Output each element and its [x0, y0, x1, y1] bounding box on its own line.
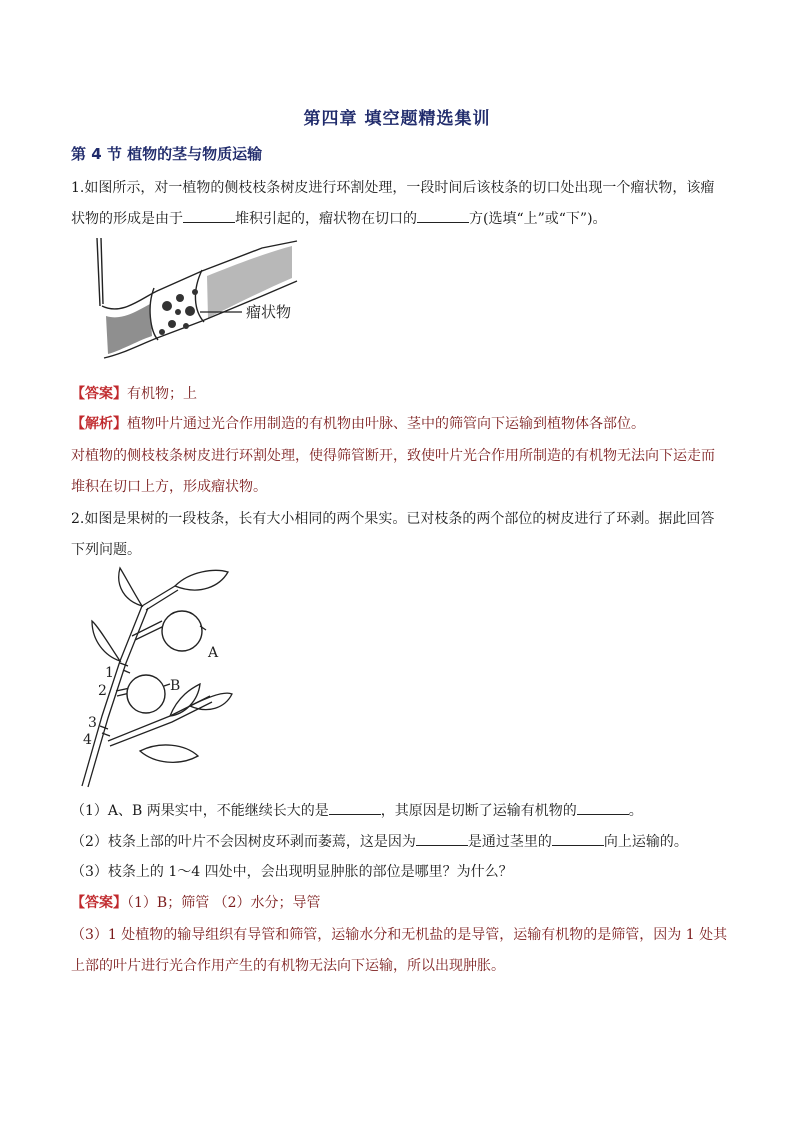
q2-text-line2: 下列问题。 — [71, 542, 141, 558]
q1-text-line2 — [71, 208, 607, 229]
q2-fig-label-3: 3 — [88, 715, 97, 731]
q1-analysis-line3: 堆积在切口上方，形成瘤状物。 — [71, 479, 267, 495]
q2-sub2-part-b: 是通过茎里的 — [467, 834, 552, 850]
q1-analysis — [71, 414, 645, 434]
q2-figure-fruit-branch — [80, 566, 240, 788]
q1-analysis-line2: 对植物的侧枝枝条树皮进行环割处理，使得筛管断开，致使叶片光合作用所制造的有机物无法向下运走而 — [71, 448, 715, 464]
q1-figure-label: 瘤状物 — [246, 303, 292, 321]
q2-sub1-part-b: ，其原因是切断了运输有机物的 — [380, 803, 577, 819]
q1-answer — [71, 384, 197, 404]
q2-text-line1: 2.如图是果树的一段枝条，长有大小相同的两个果实。已对枝条的两个部位的树皮进行了环剥。据此回答 — [71, 511, 715, 527]
q2-sub1-blank-2[interactable] — [577, 800, 629, 815]
q1-answer-label: 【答案】 — [71, 386, 127, 402]
q2-sub2 — [71, 831, 688, 852]
q2-explain-line2: 上部的叶片进行光合作用产生的有机物无法向下运输，所以出现肿胀。 — [71, 958, 505, 974]
q1-text-part-c: 方(选填“上”或“下”)。 — [469, 211, 607, 227]
q2-fig-label-b: B — [170, 678, 181, 694]
q2-fig-label-4: 4 — [83, 732, 92, 748]
q2-sub2-part-a: （2）枝条上部的叶片不会因树皮环剥而萎蔫，这是因为 — [71, 834, 416, 850]
q2-sub2-blank-2[interactable] — [552, 831, 604, 846]
chapter-title: 第四章 填空题精选集训 — [303, 109, 491, 129]
q2-sub3: （3）枝条上的 1～4 四处中，会出现明显肿胀的部位是哪里？为什么？ — [71, 864, 513, 880]
q1-analysis-line1: 植物叶片通过光合作用制造的有机物由叶脉、茎中的筛管向下运输到植物体各部位。 — [127, 416, 645, 432]
q1-text-line1: 1.如图所示，对一植物的侧枝枝条树皮进行环割处理，一段时间后该枝条的切口处出现一个瘤状物，该瘤 — [71, 180, 715, 196]
q1-text-part-a: 状物的形成是由于 — [71, 211, 183, 227]
q2-sub1-blank-1[interactable] — [329, 800, 381, 815]
q2-sub1-part-c: 。 — [628, 803, 643, 819]
q1-blank-1[interactable] — [183, 208, 235, 223]
q2-answer-label: 【答案】 — [71, 895, 127, 911]
section-title: 第 4 节 植物的茎与物质运输 — [71, 145, 263, 163]
q1-text-part-b: 堆积引起的，瘤状物在切口的 — [235, 211, 417, 227]
q2-sub1 — [71, 800, 643, 821]
q2-sub2-blank-1[interactable] — [416, 831, 468, 846]
q1-answer-text: 有机物；上 — [127, 386, 197, 402]
q2-sub1-part-a: （1）A、B 两果实中，不能继续长大的是 — [71, 803, 329, 819]
q2-answer — [71, 893, 321, 913]
q1-blank-2[interactable] — [417, 208, 469, 223]
q2-answer-text: （1）B；筛管 （2）水分；导管 — [127, 895, 321, 911]
q1-analysis-label: 【解析】 — [71, 416, 127, 432]
q2-fig-label-a: A — [208, 645, 219, 661]
q2-sub2-part-c: 向上运输的。 — [603, 834, 688, 850]
q2-fig-label-2: 2 — [98, 683, 107, 699]
q2-fig-label-1: 1 — [105, 665, 114, 681]
q2-explain-line1: （3）1 处植物的输导组织有导管和筛管，运输水分和无机盐的是导管，运输有机物的是筛管，因为 1 处其 — [71, 927, 728, 943]
